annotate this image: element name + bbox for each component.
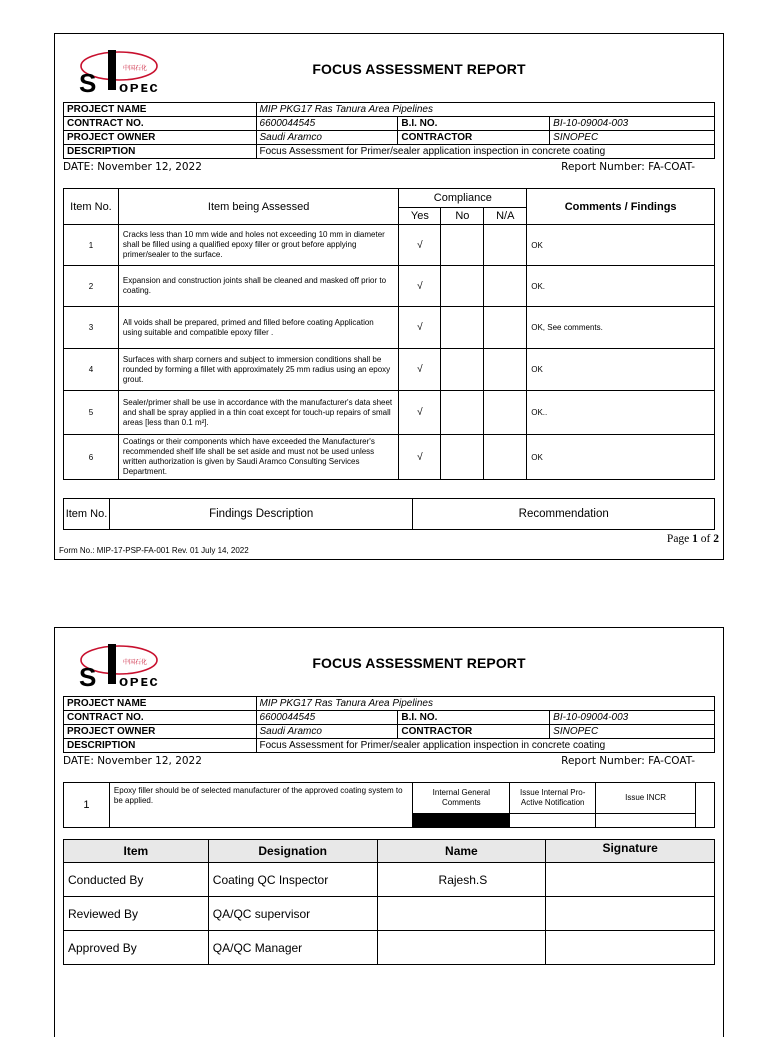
project-name-value: MIP PKG17 Ras Tanura Area Pipelines [256,697,714,711]
compliance-na-mark [484,349,527,391]
sig-item: Reviewed By [64,897,209,931]
yes-header: Yes [399,208,441,225]
assessment-comment: OK. [527,266,715,307]
sig-name [377,897,546,931]
compliance-yes-mark: √ [399,266,441,307]
svg-text:S: S [79,68,97,94]
sig-signature [546,931,715,965]
contract-no-value: 6600044545 [256,117,398,131]
form-number: Form No.: MIP-17-PSP-FA-001 Rev. 01 July 14, 2022 [59,546,249,555]
assessment-item-no: 2 [64,266,119,307]
assessment-row [64,435,715,480]
assessment-item-no: 1 [64,225,119,266]
sig-name-header: Name [377,840,546,863]
recommendation-row-table [63,782,715,828]
contractor-value: SINOPEC [550,725,715,739]
contract-no-value: 6600044545 [256,711,398,725]
description-label: DESCRIPTION [64,145,257,159]
assessment-row [64,307,715,349]
report-title: FOCUS ASSESSMENT REPORT [312,61,526,77]
signature-table [63,839,715,965]
project-owner-value: Saudi Aramco [256,131,398,145]
issue-internal-notification: Issue Internal Pro-Active Notification [510,783,596,814]
contract-no-label: CONTRACT NO. [64,117,257,131]
compliance-yes-mark: √ [399,391,441,435]
report-title: FOCUS ASSESSMENT REPORT [312,655,526,671]
item-assessed-header: Item being Assessed [118,189,399,225]
assessment-comment: OK [527,435,715,480]
description-value: Focus Assessment for Primer/sealer application inspection in concrete coating [256,145,714,159]
report-number: Report Number: FA-COAT- [561,161,695,173]
sig-designation: QA/QC supervisor [208,897,377,931]
sig-item: Conducted By [64,863,209,897]
assessment-comment: OK.. [527,391,715,435]
recommendation-extra-cell [696,783,715,828]
project-owner-value: Saudi Aramco [256,725,398,739]
assessment-table [63,188,715,480]
signature-row [64,931,715,965]
assessment-comment: OK, See comments. [527,307,715,349]
project-name-label: PROJECT NAME [64,103,257,117]
na-header: N/A [484,208,527,225]
assessment-row [64,391,715,435]
bi-no-value: BI-10-09004-003 [550,711,715,725]
findings-description-header: Findings Description [109,499,412,530]
internal-general-comments-checkbox [413,813,510,827]
compliance-yes-mark: √ [399,349,441,391]
findings-table [63,498,715,530]
assessment-item-no: 4 [64,349,119,391]
sig-designation-header: Designation [208,840,377,863]
assessment-item-text: Surfaces with sharp corners and subject to immersion conditions shall be rounded by forming a fillet with approximately 25 mm radius using an epoxy grout. [118,349,399,391]
assessment-row [64,349,715,391]
assessment-comment: OK [527,349,715,391]
bi-no-value: BI-10-09004-003 [550,117,715,131]
svg-text:ᴏᴘᴇᴄ: ᴏᴘᴇᴄ [119,673,160,688]
contractor-value: SINOPEC [550,131,715,145]
assessment-item-no: 6 [64,435,119,480]
project-owner-label: PROJECT OWNER [64,131,257,145]
no-header: No [441,208,484,225]
date-line [63,755,715,767]
sig-name: Rajesh.S [377,863,546,897]
assessment-item-text: Sealer/primer shall be use in accordance with the manufacturer's data sheet and shall be spray applied in a thin coat except for touch-up repairs of small areas [less than 0.1 m²]. [118,391,399,435]
svg-text:S: S [79,662,97,688]
sig-name [377,931,546,965]
sig-signature-header: Signature [546,840,715,863]
signature-row [64,897,715,931]
issue-internal-notification-checkbox [510,813,596,827]
compliance-na-mark [484,225,527,266]
bi-no-label: B.I. NO. [398,711,550,725]
report-page-1 [54,33,724,560]
sig-item: Approved By [64,931,209,965]
compliance-header: Compliance [399,189,527,208]
project-info-table [63,696,715,753]
assessment-item-no: 3 [64,307,119,349]
sig-item-header: Item [64,840,209,863]
svg-text:ᴏᴘᴇᴄ: ᴏᴘᴇᴄ [119,79,160,94]
recommendation-text: Epoxy filler should be of selected manufacturer of the approved coating system to be applied. [109,783,412,828]
bi-no-label: B.I. NO. [398,117,550,131]
svg-text:中国石化: 中国石化 [123,65,148,72]
date-line [63,161,715,173]
report-number: Report Number: FA-COAT- [561,755,695,767]
signature-row [64,863,715,897]
compliance-no-mark [441,349,484,391]
contractor-label: CONTRACTOR [398,131,550,145]
description-label: DESCRIPTION [64,739,257,753]
compliance-no-mark [441,225,484,266]
compliance-no-mark [441,435,484,480]
issue-incr: Issue INCR [596,783,696,814]
description-value: Focus Assessment for Primer/sealer application inspection in concrete coating [256,739,714,753]
compliance-yes-mark: √ [399,225,441,266]
assessment-comment: OK [527,225,715,266]
project-name-label: PROJECT NAME [64,697,257,711]
compliance-na-mark [484,391,527,435]
contractor-label: CONTRACTOR [398,725,550,739]
compliance-no-mark [441,307,484,349]
report-page-2 [54,627,724,1037]
compliance-no-mark [441,266,484,307]
svg-text:中国石化: 中国石化 [123,659,148,666]
assessment-item-text: Expansion and construction joints shall be cleaned and masked off prior to coating. [118,266,399,307]
assessment-row [64,225,715,266]
assessment-item-text: Coatings or their components which have exceeded the Manufacturer's recommended shelf life shall be set aside and must not be used unless written authorization is given by Saudi Aramco Consulting Services Department. [118,435,399,480]
assessment-item-no: 5 [64,391,119,435]
sig-signature [546,863,715,897]
compliance-no-mark [441,391,484,435]
sig-designation: Coating QC Inspector [208,863,377,897]
assessment-item-text: All voids shall be prepared, primed and filled before coating Application using suitable and compatible epoxy filler . [118,307,399,349]
assessment-item-text: Cracks less than 10 mm wide and holes not exceeding 10 mm in diameter shall be filled using a qualified epoxy filler or grout before applying primer/sealer to the surface. [118,225,399,266]
sig-designation: QA/QC Manager [208,931,377,965]
internal-general-comments: Internal General Comments [413,783,510,814]
compliance-na-mark [484,266,527,307]
project-info-table [63,102,715,159]
compliance-yes-mark: √ [399,307,441,349]
item-no-header: Item No. [64,189,119,225]
page-number: Page 1 of 2 [666,533,719,545]
compliance-yes-mark: √ [399,435,441,480]
report-date: DATE: November 12, 2022 [63,755,202,767]
assessment-row [64,266,715,307]
report-date: DATE: November 12, 2022 [63,161,202,173]
issue-incr-checkbox [596,813,696,827]
project-name-value: MIP PKG17 Ras Tanura Area Pipelines [256,103,714,117]
comments-header: Comments / Findings [527,189,715,225]
recommendation-item-no: 1 [64,783,110,828]
compliance-na-mark [484,307,527,349]
project-owner-label: PROJECT OWNER [64,725,257,739]
compliance-na-mark [484,435,527,480]
contract-no-label: CONTRACT NO. [64,711,257,725]
findings-item-no-header: Item No. [64,499,110,530]
recommendation-header: Recommendation [413,499,715,530]
sig-signature [546,897,715,931]
